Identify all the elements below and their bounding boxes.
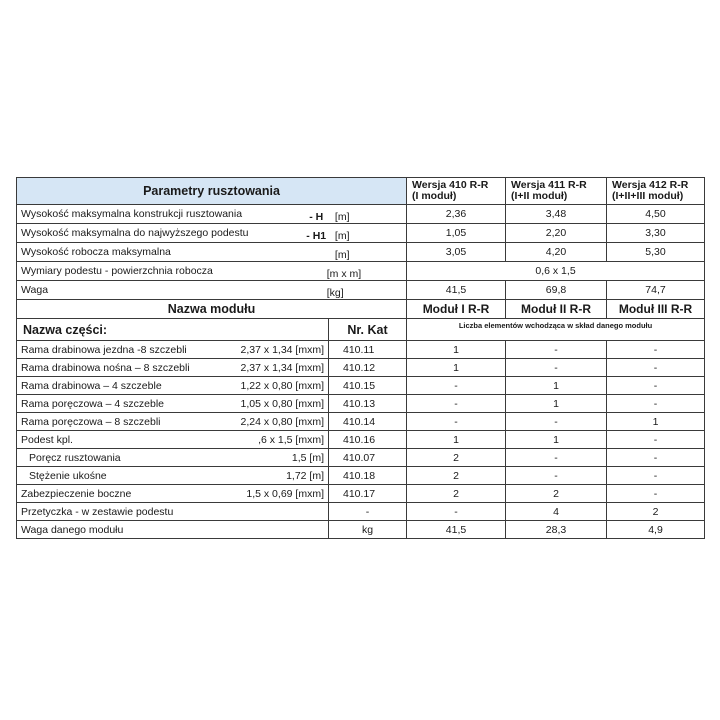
param-value: 5,30 xyxy=(607,243,705,262)
part-count: - xyxy=(607,467,705,485)
param-label: Wysokość maksymalna do najwyższego podestu xyxy=(21,227,249,239)
param-label-cell xyxy=(17,262,407,281)
part-count: 1 xyxy=(607,413,705,431)
part-count: 1 xyxy=(506,431,607,449)
part-catalog-number: 410.13 xyxy=(329,395,407,413)
part-cell xyxy=(17,359,329,377)
part-cell xyxy=(17,413,329,431)
param-label: Wysokość maksymalna konstrukcji rusztowania xyxy=(21,208,243,220)
param-label-cell xyxy=(17,205,407,224)
param-label-cell xyxy=(17,243,407,262)
part-count: - xyxy=(506,341,607,359)
part-catalog-number: 410.12 xyxy=(329,359,407,377)
param-unit: [kg] xyxy=(326,287,344,299)
param-row-h xyxy=(17,205,705,224)
part-name: Rama drabinowa – 4 szczeble xyxy=(21,379,162,392)
part-count: - xyxy=(607,359,705,377)
param-value: 4,20 xyxy=(506,243,607,262)
param-value: 41,5 xyxy=(407,281,506,300)
modules-title: Nazwa modułu xyxy=(17,300,407,319)
part-count: 1 xyxy=(407,431,506,449)
param-row-weight xyxy=(17,281,705,300)
part-dimension: ,6 x 1,5 [mxm] xyxy=(258,433,324,446)
part-row xyxy=(17,449,705,467)
part-name-header: Nazwa części: xyxy=(17,319,329,341)
module-weight-row xyxy=(17,521,705,539)
part-cell xyxy=(17,485,329,503)
element-count-note: Liczba elementów wchodząca w skład danego modułu xyxy=(407,319,705,341)
version-412-scope: (I+II+III moduł) xyxy=(612,190,684,202)
param-unit: [m x m] xyxy=(326,268,362,280)
part-count: 28,3 xyxy=(506,521,607,539)
part-dimension: 2,24 x 0,80 [mxm] xyxy=(240,415,324,428)
scaffolding-spec-sheet xyxy=(16,177,704,539)
part-count: 2 xyxy=(407,449,506,467)
parts-header-row xyxy=(17,319,705,341)
part-row xyxy=(17,503,705,521)
module-1-header: Moduł I R-R xyxy=(407,300,506,319)
part-count: 2 xyxy=(407,485,506,503)
param-row-platform xyxy=(17,262,705,281)
part-cell xyxy=(17,467,329,485)
part-name: Rama drabinowa jezdna -8 szczebli xyxy=(21,343,187,356)
part-dimension: 1,05 x 0,80 [mxm] xyxy=(240,397,324,410)
part-name: Stężenie ukośne xyxy=(29,469,107,482)
param-value: 69,8 xyxy=(506,281,607,300)
part-count: - xyxy=(607,341,705,359)
part-cell xyxy=(17,503,329,521)
part-row xyxy=(17,467,705,485)
part-count: 41,5 xyxy=(407,521,506,539)
part-row xyxy=(17,395,705,413)
part-dimension: 1,72 [m] xyxy=(286,469,324,482)
version-411-name: Wersja 411 R-R xyxy=(511,179,587,191)
part-catalog-number: 410.18 xyxy=(329,467,407,485)
part-catalog-number: - xyxy=(329,503,407,521)
module-3-header: Moduł III R-R xyxy=(607,300,705,319)
part-count: - xyxy=(607,449,705,467)
part-count: - xyxy=(407,377,506,395)
part-count: 4 xyxy=(506,503,607,521)
version-412-header xyxy=(607,178,705,205)
param-value: 2,20 xyxy=(506,224,607,243)
part-dimension: 1,22 x 0,80 [mxm] xyxy=(240,379,324,392)
part-catalog-number: 410.11 xyxy=(329,341,407,359)
param-value: 3,30 xyxy=(607,224,705,243)
param-value: 4,50 xyxy=(607,205,705,224)
param-label-cell xyxy=(17,224,407,243)
part-catalog-number: 410.17 xyxy=(329,485,407,503)
part-count: - xyxy=(506,359,607,377)
param-row-h1 xyxy=(17,224,705,243)
part-catalog-number: 410.15 xyxy=(329,377,407,395)
part-cell xyxy=(17,449,329,467)
part-name: Podest kpl. xyxy=(21,433,73,446)
param-label: Wymiary podestu - powierzchnia robocza xyxy=(21,265,213,277)
param-label-cell xyxy=(17,281,407,300)
version-410-header xyxy=(407,178,506,205)
param-row-working-height xyxy=(17,243,705,262)
part-catalog-number: 410.07 xyxy=(329,449,407,467)
part-count: - xyxy=(607,485,705,503)
part-name: Poręcz rusztowania xyxy=(29,451,121,464)
param-value: 2,36 xyxy=(407,205,506,224)
part-name: Rama poręczowa – 8 szczebli xyxy=(21,415,161,428)
param-value: 3,05 xyxy=(407,243,506,262)
part-count: 2 xyxy=(607,503,705,521)
version-410-name: Wersja 410 R-R xyxy=(412,179,489,191)
version-411-scope: (I+II moduł) xyxy=(511,190,568,202)
part-count: - xyxy=(506,449,607,467)
param-label: Wysokość robocza maksymalna xyxy=(21,246,171,258)
part-count: 2 xyxy=(407,467,506,485)
params-title: Parametry rusztowania xyxy=(17,178,407,205)
part-dimension: 2,37 x 1,34 [mxm] xyxy=(240,343,324,356)
part-catalog-number: 410.16 xyxy=(329,431,407,449)
part-count: - xyxy=(506,413,607,431)
part-name: Rama poręczowa – 4 szczeble xyxy=(21,397,164,410)
part-count: - xyxy=(506,467,607,485)
param-value-merged: 0,6 x 1,5 xyxy=(407,262,705,281)
part-row xyxy=(17,359,705,377)
version-410-scope: (I moduł) xyxy=(412,190,457,202)
part-catalog-number: kg xyxy=(329,521,407,539)
part-count: - xyxy=(607,431,705,449)
param-unit: [m] xyxy=(334,211,350,223)
part-dimension: 1,5 [m] xyxy=(291,451,324,464)
param-symbol: - H1 xyxy=(306,230,327,242)
param-value: 1,05 xyxy=(407,224,506,243)
part-count: - xyxy=(607,395,705,413)
part-row xyxy=(17,431,705,449)
part-row xyxy=(17,341,705,359)
part-dimension: 2,37 x 1,34 [mxm] xyxy=(240,361,324,374)
part-count: 1 xyxy=(407,359,506,377)
param-value: 3,48 xyxy=(506,205,607,224)
part-cell xyxy=(17,377,329,395)
part-name: Zabezpieczenie boczne xyxy=(21,487,132,500)
version-411-header xyxy=(506,178,607,205)
part-count: - xyxy=(607,377,705,395)
param-unit: [m] xyxy=(334,230,350,242)
part-count: 1 xyxy=(506,377,607,395)
part-name: Waga danego modułu xyxy=(21,523,124,536)
part-row xyxy=(17,413,705,431)
part-row xyxy=(17,377,705,395)
spec-table xyxy=(16,177,705,539)
part-count: - xyxy=(407,395,506,413)
part-name: Rama drabinowa nośna – 8 szczebli xyxy=(21,361,190,374)
catalog-number-header: Nr. Kat xyxy=(329,319,407,341)
param-unit: [m] xyxy=(334,249,350,261)
version-412-name: Wersja 412 R-R xyxy=(612,179,689,191)
part-count: 1 xyxy=(506,395,607,413)
part-row xyxy=(17,485,705,503)
param-label: Waga xyxy=(21,284,49,296)
module-2-header: Moduł II R-R xyxy=(506,300,607,319)
part-dimension: 1,5 x 0,69 [mxm] xyxy=(246,487,324,500)
part-count: 2 xyxy=(506,485,607,503)
part-name: Przetyczka - w zestawie podestu xyxy=(21,505,174,518)
part-cell xyxy=(17,395,329,413)
param-value: 74,7 xyxy=(607,281,705,300)
part-count: 1 xyxy=(407,341,506,359)
part-count: - xyxy=(407,413,506,431)
part-cell xyxy=(17,521,329,539)
part-catalog-number: 410.14 xyxy=(329,413,407,431)
part-cell xyxy=(17,341,329,359)
modules-header-row xyxy=(17,300,705,319)
params-header-row xyxy=(17,178,705,205)
part-count: 4,9 xyxy=(607,521,705,539)
param-symbol: - H xyxy=(309,211,324,223)
part-count: - xyxy=(407,503,506,521)
part-cell xyxy=(17,431,329,449)
